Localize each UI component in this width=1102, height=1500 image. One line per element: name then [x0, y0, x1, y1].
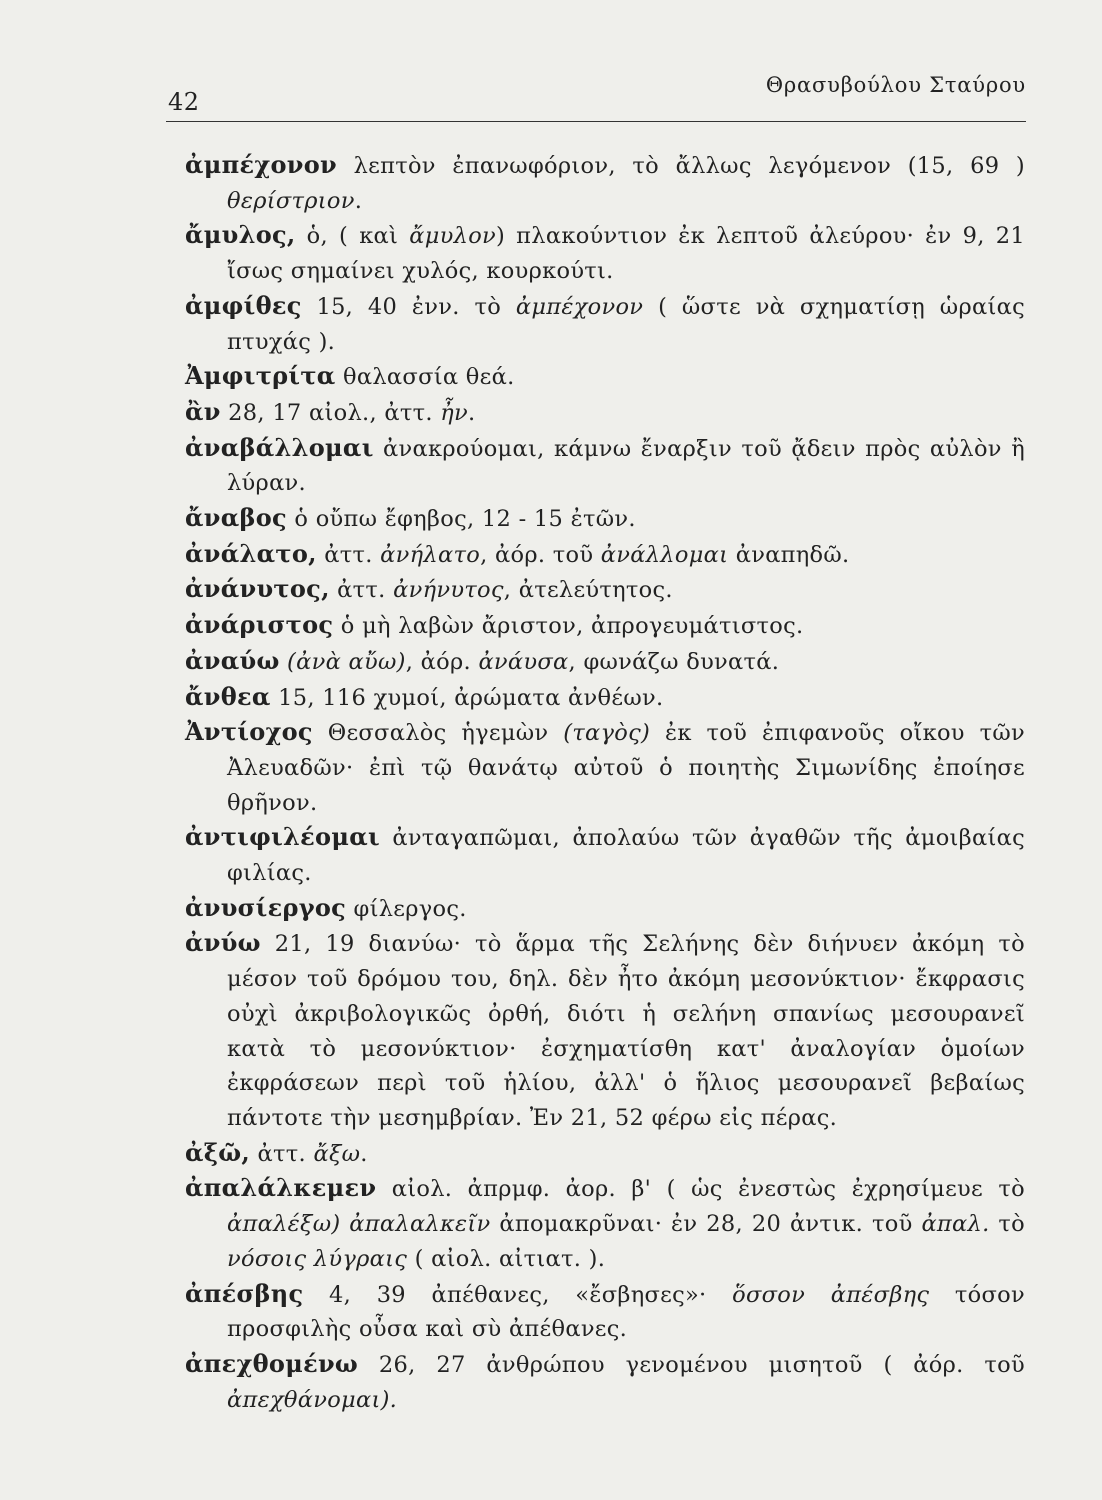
running-title: Θρασυβούλου Σταύρου [765, 73, 1026, 97]
entry-text: , ἀόρ. τοῦ [480, 541, 601, 568]
entry-italic-text: ὅσσον ἀπέσβης [732, 1281, 930, 1308]
entry-headword: Ἀμφιτρίτα [185, 361, 336, 391]
entry-text: ἀττ. [316, 541, 381, 568]
entry-headword: ἀνύω [185, 928, 261, 958]
page-number: 42 [168, 88, 200, 116]
entry-italic-text: (ταγὸς) [563, 720, 651, 747]
glossary-entry [185, 572, 1025, 608]
entry-text: . [468, 399, 476, 426]
entry-text: 4, 39 ἀπέθανες, «ἔσβησες»· [303, 1281, 733, 1308]
entry-headword: ἀμφίθες [185, 290, 302, 320]
entry-text: 28, 17 αἰολ., ἀττ. [220, 399, 441, 426]
entry-italic-text: (ἀνὰ αὔω) [279, 648, 406, 675]
entry-headword: ἀπέσβης [185, 1278, 304, 1308]
entry-headword: ἂν [185, 396, 221, 426]
entry-text: , ἀόρ. [405, 648, 479, 675]
entry-text: . [354, 187, 363, 214]
glossary-entry [185, 1171, 1025, 1276]
entry-italic-text: νόσοις λύγραις [227, 1245, 408, 1272]
glossary-entry [185, 715, 1025, 820]
entry-italic-text: ἀμπέχονον [515, 293, 644, 320]
entry-text: ἀττ. [250, 1140, 314, 1167]
entry-text: ἀνακρούομαι, κάμνω ἔναρξιν τοῦ ᾄδειν πρὸς αὐλὸν ἢ λύραν. [227, 435, 1025, 497]
entry-text: ὁ οὔπω ἔφηβος, 12 - 15 ἐτῶν. [286, 506, 636, 533]
entry-italic-text: θερίστριον [227, 187, 355, 214]
entry-text: ὁ μὴ λαβὼν ἄριστον, ἀπρογευμάτιστος. [333, 613, 804, 640]
entry-italic-text: ἦν [440, 399, 469, 426]
entry-italic-text: ἀνάυσα [478, 648, 569, 675]
entry-text: ἀπομακρῦναι· ἐν 28, 20 ἀντικ. τοῦ [490, 1211, 922, 1238]
entry-text: ἐκ τοῦ ἐπιφανοῦς οἴκου τῶν Ἀλευαδῶν· ἐπὶ τῷ θανάτῳ αὐτοῦ ὁ ποιητὴς Σιμωνίδης ἐποίησε θρῆνον. [227, 720, 1025, 816]
glossary-entry [185, 431, 1025, 501]
entry-text: θαλασσία θεά. [335, 364, 515, 391]
glossary-entry [185, 395, 1025, 431]
entry-text: τὸ [989, 1211, 1026, 1238]
entry-headword: ἀναβάλλομαι [185, 432, 374, 462]
entry-italic-text: ἀπαλέξω) ἀπαλαλκεῖν [227, 1211, 491, 1238]
glossary-entry [185, 359, 1025, 395]
glossary-entry [185, 218, 1025, 288]
entry-text: , ἀτελεύτητος. [503, 577, 673, 604]
entry-text: 26, 27 ἀνθρώπου γενομένου μισητοῦ ( ἀόρ. τοῦ [358, 1351, 1025, 1378]
glossary-entry [185, 289, 1025, 359]
entry-text: ( ὥστε νὰ σχηματίσῃ ὡραίας πτυχάς ). [227, 293, 1025, 355]
entry-text: λεπτὸν ἐπανωφόριον, τὸ ἄλλως λεγόμενον (15, 69 ) [337, 153, 1025, 179]
entry-headword: ἄνθεα [185, 681, 271, 711]
glossary-entry [185, 501, 1025, 537]
entry-headword: ἀνάλατο, [185, 538, 317, 568]
glossary-entry [185, 148, 1025, 218]
entry-italic-text: ἀπαλ. [921, 1211, 990, 1238]
entry-headword: Ἀντίοχος [185, 717, 313, 747]
entry-headword: ἄναβος [185, 503, 287, 533]
entry-italic-text: ἄξω [313, 1140, 361, 1167]
glossary-entry [185, 608, 1025, 644]
glossary-entry [185, 926, 1025, 1135]
glossary-entry [185, 891, 1025, 927]
entry-text: αἰολ. ἀπρμφ. ἀορ. β' ( ὡς ἐνεστὼς ἐχρησίμευε τὸ [376, 1176, 1025, 1203]
glossary-entry [185, 1277, 1025, 1347]
entry-headword: ἀμπέχονον [185, 150, 337, 179]
entry-text: . [360, 1140, 368, 1167]
entry-text: , φωνάζω δυνατά. [568, 648, 780, 675]
entry-text: ( αἰολ. αἰτιατ. ). [407, 1245, 606, 1272]
glossary-entries [185, 148, 1025, 1417]
entry-text: ὁ, ( καὶ [295, 223, 410, 250]
entry-italic-text: ἀπεχθάνομαι). [227, 1386, 398, 1413]
entry-text: ἀνταγαπῶμαι, ἀπολαύω τῶν ἀγαθῶν τῆς ἀμοιβαίας φιλίας. [227, 825, 1025, 887]
entry-headword: ἀνυσίεργος [185, 892, 347, 922]
entry-text: 21, 19 διανύω· τὸ ἅρμα τῆς Σελήνης δὲν διήνυεν ἀκόμη τὸ μέσον τοῦ δρόμου του, δηλ. δὲν ἦτο ἀκόμη μεσονύκτιον· ἔκφρασις οὐχὶ ἀκριβολογικῶς ὀρθή, διότι ἡ σελήνη σπανίως μεσουρανεῖ κατὰ τὸ μεσονύκτιον· ἐσχηματίσθη κατ' ἀναλογίαν ὁμοίων ἐκφράσεων περὶ τοῦ ἡλίου, ἀλλ' ὁ ἥλιος μεσουρανεῖ βεβαίως πάντοτε τὴν μεσημβρίαν. Ἐν 21, 52 φέρω εἰς πέρας. [227, 931, 1025, 1131]
entry-headword: ἀνάριστος [185, 610, 334, 640]
entry-italic-text: ἀνάλλομαι [600, 541, 729, 568]
entry-text: φίλεργος. [346, 895, 467, 922]
entry-headword: ἀνάνυτος, [185, 574, 330, 604]
entry-text: 15, 116 χυμοί, ἀρώματα ἀνθέων. [270, 684, 664, 711]
entry-text: 15, 40 ἐνν. τὸ [301, 293, 516, 320]
entry-italic-text: ἀνήνυτος [393, 577, 504, 604]
glossary-entry [185, 1136, 1025, 1172]
entry-headword: ἀξῶ, [185, 1137, 251, 1167]
entry-italic-text: ἄμυλον [409, 223, 497, 250]
glossary-entry [185, 1347, 1025, 1417]
entry-text: τόσον προσφιλὴς οὖσα καὶ σὺ ἀπέθανες. [227, 1281, 1026, 1343]
entry-text: ἀττ. [329, 577, 394, 604]
entry-text: ἀναπηδῶ. [728, 541, 850, 568]
entry-headword: ἄμυλος, [185, 220, 296, 250]
entry-text: Θεσσαλὸς ἡγεμὼν [312, 720, 564, 747]
glossary-entry [185, 644, 1025, 680]
header-rule [166, 121, 1026, 122]
entry-headword: ἀναύω [185, 645, 280, 675]
glossary-entry [185, 820, 1025, 890]
glossary-entry [185, 680, 1025, 716]
entry-headword: ἀπαλάλκεμεν [185, 1173, 377, 1203]
entry-headword: ἀντιφιλέομαι [185, 822, 380, 852]
entry-headword: ἀπεχθομένω [185, 1348, 359, 1378]
entry-italic-text: ἀνήλατο [380, 541, 481, 568]
glossary-entry [185, 537, 1025, 573]
entry-text: ) πλακούντιον ἐκ λεπτοῦ ἀλεύρου· ἐν 9, 21 ἴσως σημαίνει χυλός, κουρκούτι. [227, 223, 1025, 285]
